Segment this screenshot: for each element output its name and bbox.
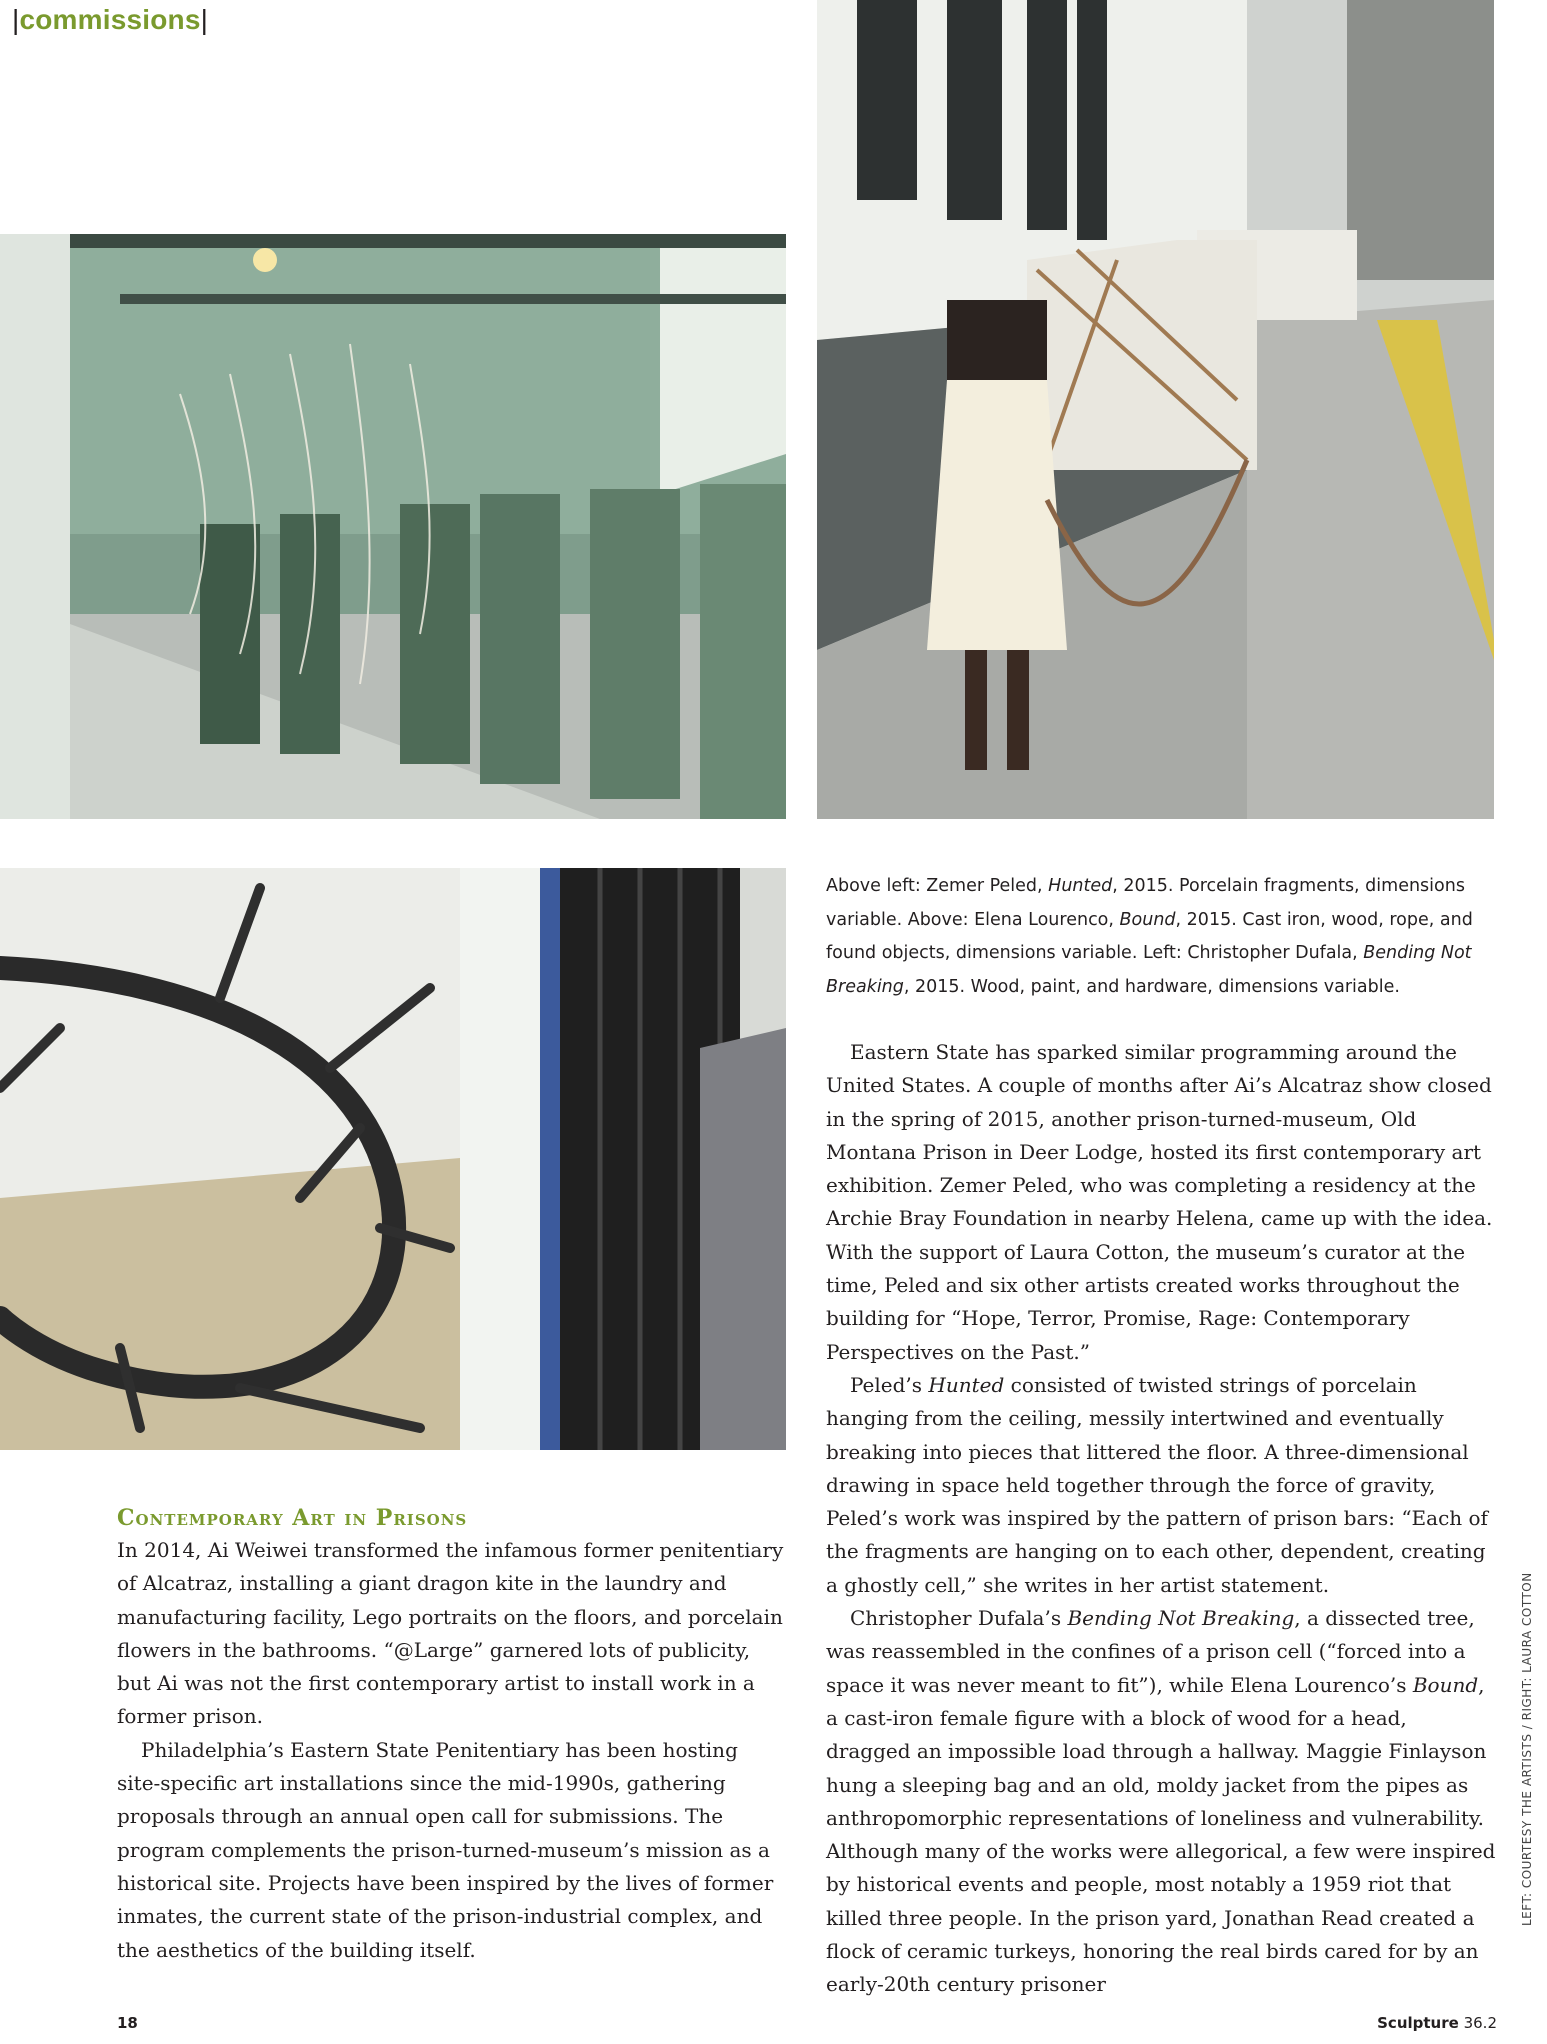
paragraph-text: , a dissected tree, was reassembled in the confines of a prison cell (“forced into a space it was never meant to fit”), while Elena Lourenco’s	[826, 1606, 1475, 1697]
paragraph-text: consisted of twisted strings of porcelain hanging from the ceiling, messily intertwined and eventually breaking into pieces that littered the floor. A three-dimensional drawing in space held together through the force of gravity, Peled’s work was inspired by the pattern of prison bars: “Each of the fragments are hanging on to each other, dependent, creating a ghostly cell,” she writes in her artist statement.	[826, 1372, 1488, 1597]
article-paragraph: Eastern State has sparked similar programming around the United States. A couple of months after Ai’s Alcatraz show closed in the spring of 2015, another prison-turned-museum, Old Montana Prison in Deer Lodge, hosted its first contemporary art exhibition. Zemer Peled, who was completing a residency at the Archie Bray Foundation in nearby Helena, came up with the idea. With the support of Laura Cotton, the museum’s curator at the time, Peled and six other artists created works throughout the building for “Hope, Terror, Promise, Rage: Contemporary Perspectives on the Past.”	[826, 1040, 1493, 1364]
page-number: 18	[117, 2014, 138, 2032]
artwork-title: Bound	[1412, 1672, 1479, 1697]
photo-caption	[826, 870, 1496, 1004]
photo-hunted	[0, 234, 786, 819]
section-label: commissions	[19, 4, 201, 35]
paragraph-text: Christopher Dufala’s	[850, 1606, 1068, 1631]
caption-text-4: , 2015. Wood, paint, and hardware, dimensions variable.	[903, 976, 1400, 997]
article-heading: Contemporary Art in Prisons	[117, 1505, 468, 1531]
article-paragraph	[826, 1369, 1496, 1602]
caption-text-1: Above left: Zemer Peled,	[826, 876, 1049, 896]
article-paragraph: In 2014, Ai Weiwei transformed the infamous former penitentiary of Alcatraz, installing a giant dragon kite in the laundry and manufacturing facility, Lego portraits on the floors, and porcelain flowers in the bathrooms. “@Large” garnered lots of publicity, but Ai was not the first contemporary artist to install work in a former prison.	[117, 1538, 784, 1729]
article-paragraph: Philadelphia’s Eastern State Penitentiary has been hosting site-specific art installations since the mid-1990s, gathering proposals through an annual open call for submissions. The program complements the prison-turned-museum’s mission as a historical site. Projects have been inspired by the lives of former inmates, the current state of the prison-industrial complex, and the aesthetics of the building itself.	[117, 1737, 774, 1962]
photo-bending-not-breaking	[0, 868, 786, 1450]
article-right-column	[826, 1036, 1496, 2002]
article-paragraph	[826, 1602, 1496, 2002]
caption-title-bending: Bending Not Breaking	[826, 943, 1472, 997]
folio	[1377, 2014, 1497, 2032]
article-left-column	[117, 1502, 787, 1967]
magazine-name: Sculpture	[1377, 2014, 1459, 2032]
artwork-title: Hunted	[928, 1372, 1005, 1397]
paragraph-text: , a cast-iron female figure with a block of wood for a head, dragged an impossible load through a hallway. Maggie Finlayson hung a sleeping bag and an old, moldy jacket from the pipes as anthropomorphic representations of loneliness and vulnerability. Although many of the works were allegorical, a few were inspired by historical events and people, most notably a 1959 riot that killed three people. In the prison yard, Jonathan Read created a flock of ceramic turkeys, honoring the real birds cared for by an early-20th century prisoner	[826, 1672, 1496, 1997]
caption-text-2: , 2015. Porcelain fragments, dimensions variable. Above: Elena Lourenco,	[826, 876, 1465, 930]
caption-text-3: , 2015. Cast iron, wood, rope, and found objects, dimensions variable. Left: Christopher Dufala,	[826, 909, 1473, 963]
issue-number: 36.2	[1463, 2014, 1497, 2032]
caption-title-hunted: Hunted	[1048, 876, 1113, 896]
caption-title-bound: Bound	[1119, 909, 1176, 930]
section-tag: |commissions|	[12, 4, 209, 35]
photo-credit: LEFT: COURTESY THE ARTISTS / RIGHT: LAURA COTTON	[1520, 1572, 1534, 1926]
photo-bound	[817, 0, 1494, 819]
paragraph-text: Peled’s	[850, 1372, 929, 1397]
artwork-title: Bending Not Breaking	[1067, 1606, 1295, 1631]
